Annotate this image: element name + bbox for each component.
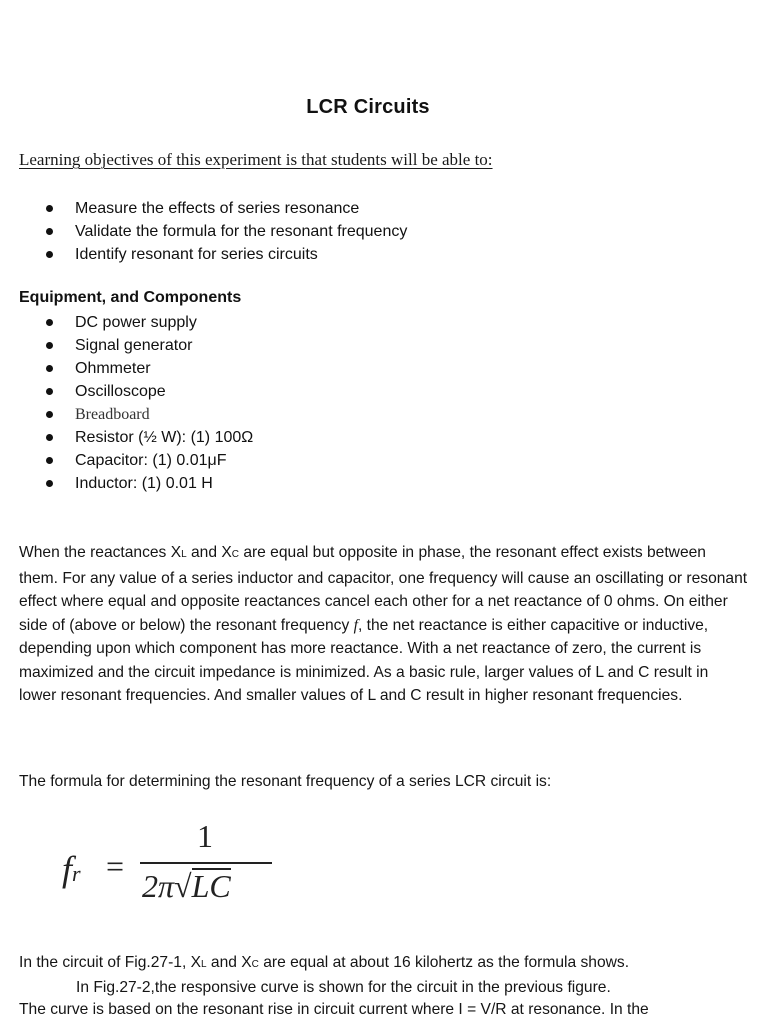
bullet-icon: [46, 388, 53, 395]
equipment-text: Ohmmeter: [75, 360, 151, 377]
list-item: [46, 449, 253, 472]
bullet-icon: [46, 342, 53, 349]
equipment-heading: Equipment, and Components: [19, 289, 242, 306]
bullet-icon: [46, 411, 53, 418]
formula-f: f: [62, 849, 73, 889]
closing-line-3: The curve is based on the resonant rise in circuit current where I = V/R at resonance. In the: [19, 1001, 649, 1018]
paragraph-text: and X: [186, 544, 232, 561]
equipment-text: Signal generator: [75, 337, 193, 354]
list-item: [46, 220, 407, 243]
equipment-text: Resistor (½ W): (1) 100Ω: [75, 429, 254, 446]
equipment-text: Oscilloscope: [75, 383, 166, 400]
frequency-symbol: f: [353, 616, 358, 634]
list-item: [46, 334, 253, 357]
paragraph-text: When the reactances X: [19, 544, 182, 561]
formula-denominator: [142, 868, 231, 905]
resonant-frequency-formula: [62, 818, 302, 908]
formula-radicand: LC: [191, 868, 231, 904]
bullet-icon: [46, 480, 53, 487]
equipment-text: Inductor: (1) 0.01 H: [75, 475, 213, 492]
bullet-icon: [46, 457, 53, 464]
paragraph-text: are equal but opposite in phase, the resonant effect exists between them. For any value of a series inductor and capacitor, one frequency will cause an oscillating or resonant effect where equal and opposite reactances cancel each other for a net reactance of 0 ohms. On either side of (above or below) the resonant frequency: [19, 544, 748, 634]
subscript-text: L: [201, 959, 207, 970]
objective-text: Validate the formula for the resonant frequency: [75, 223, 408, 240]
objectives-heading: Learning objectives of this experiment is that students will be able to:: [19, 150, 493, 169]
bullet-icon: [46, 205, 53, 212]
list-item: [46, 380, 253, 403]
intro-paragraph: [19, 541, 749, 708]
formula-equals: =: [106, 848, 125, 884]
equipment-list: [46, 311, 253, 495]
paragraph-text: , the net reactance is either capacitive or inductive, depending upon which component has more reactance. With a net reactance of zero, the current is maximized and the circuit impedance is minimized. As a basic rule, larger values of L and C result in lower resonant frequencies. And smaller values of L and C result in higher resonant frequencies.: [19, 616, 709, 704]
document-title: LCR Circuits: [306, 96, 430, 118]
list-item: [46, 426, 253, 449]
paragraph-text: and X: [206, 954, 252, 971]
paragraph-text: In Fig.27-2,the responsive curve is shown for the circuit in the previous figure.: [76, 978, 611, 996]
formula-lhs: [62, 848, 81, 890]
formula-numerator: 1: [197, 818, 213, 854]
subscript-text: L: [181, 549, 187, 560]
subscript-text: C: [231, 549, 239, 560]
subscript-text: C: [251, 959, 259, 970]
objective-text: Measure the effects of series resonance: [75, 200, 360, 217]
closing-paragraph: [19, 952, 749, 1022]
closing-line-1: [19, 952, 749, 977]
objectives-list: [46, 197, 407, 266]
paragraph-text: are equal at about 16 kilohertz as the formula shows.: [258, 954, 630, 971]
closing-line-2: [19, 977, 749, 1000]
bullet-icon: [46, 434, 53, 441]
paragraph-text: In the circuit of Fig.27-1, X: [19, 954, 202, 971]
equipment-text: Breadboard: [75, 406, 150, 423]
bullet-icon: [46, 251, 53, 258]
list-item: [46, 197, 407, 220]
fraction-bar: [140, 862, 272, 864]
formula-denominator-prefix: 2π√: [142, 868, 192, 904]
list-item: [46, 403, 253, 426]
equipment-text: DC power supply: [75, 314, 197, 331]
list-item: [46, 243, 407, 266]
list-item: [46, 472, 253, 495]
equipment-text: Capacitor: (1) 0.01μF: [75, 452, 227, 469]
bullet-icon: [46, 319, 53, 326]
bullet-icon: [46, 365, 53, 372]
objective-text: Identify resonant for series circuits: [75, 246, 318, 263]
bullet-icon: [46, 228, 53, 235]
formula-intro: The formula for determining the resonant frequency of a series LCR circuit is:: [19, 773, 552, 790]
list-item: [46, 357, 253, 380]
formula-subscript: r: [72, 861, 81, 886]
list-item: [46, 311, 253, 334]
